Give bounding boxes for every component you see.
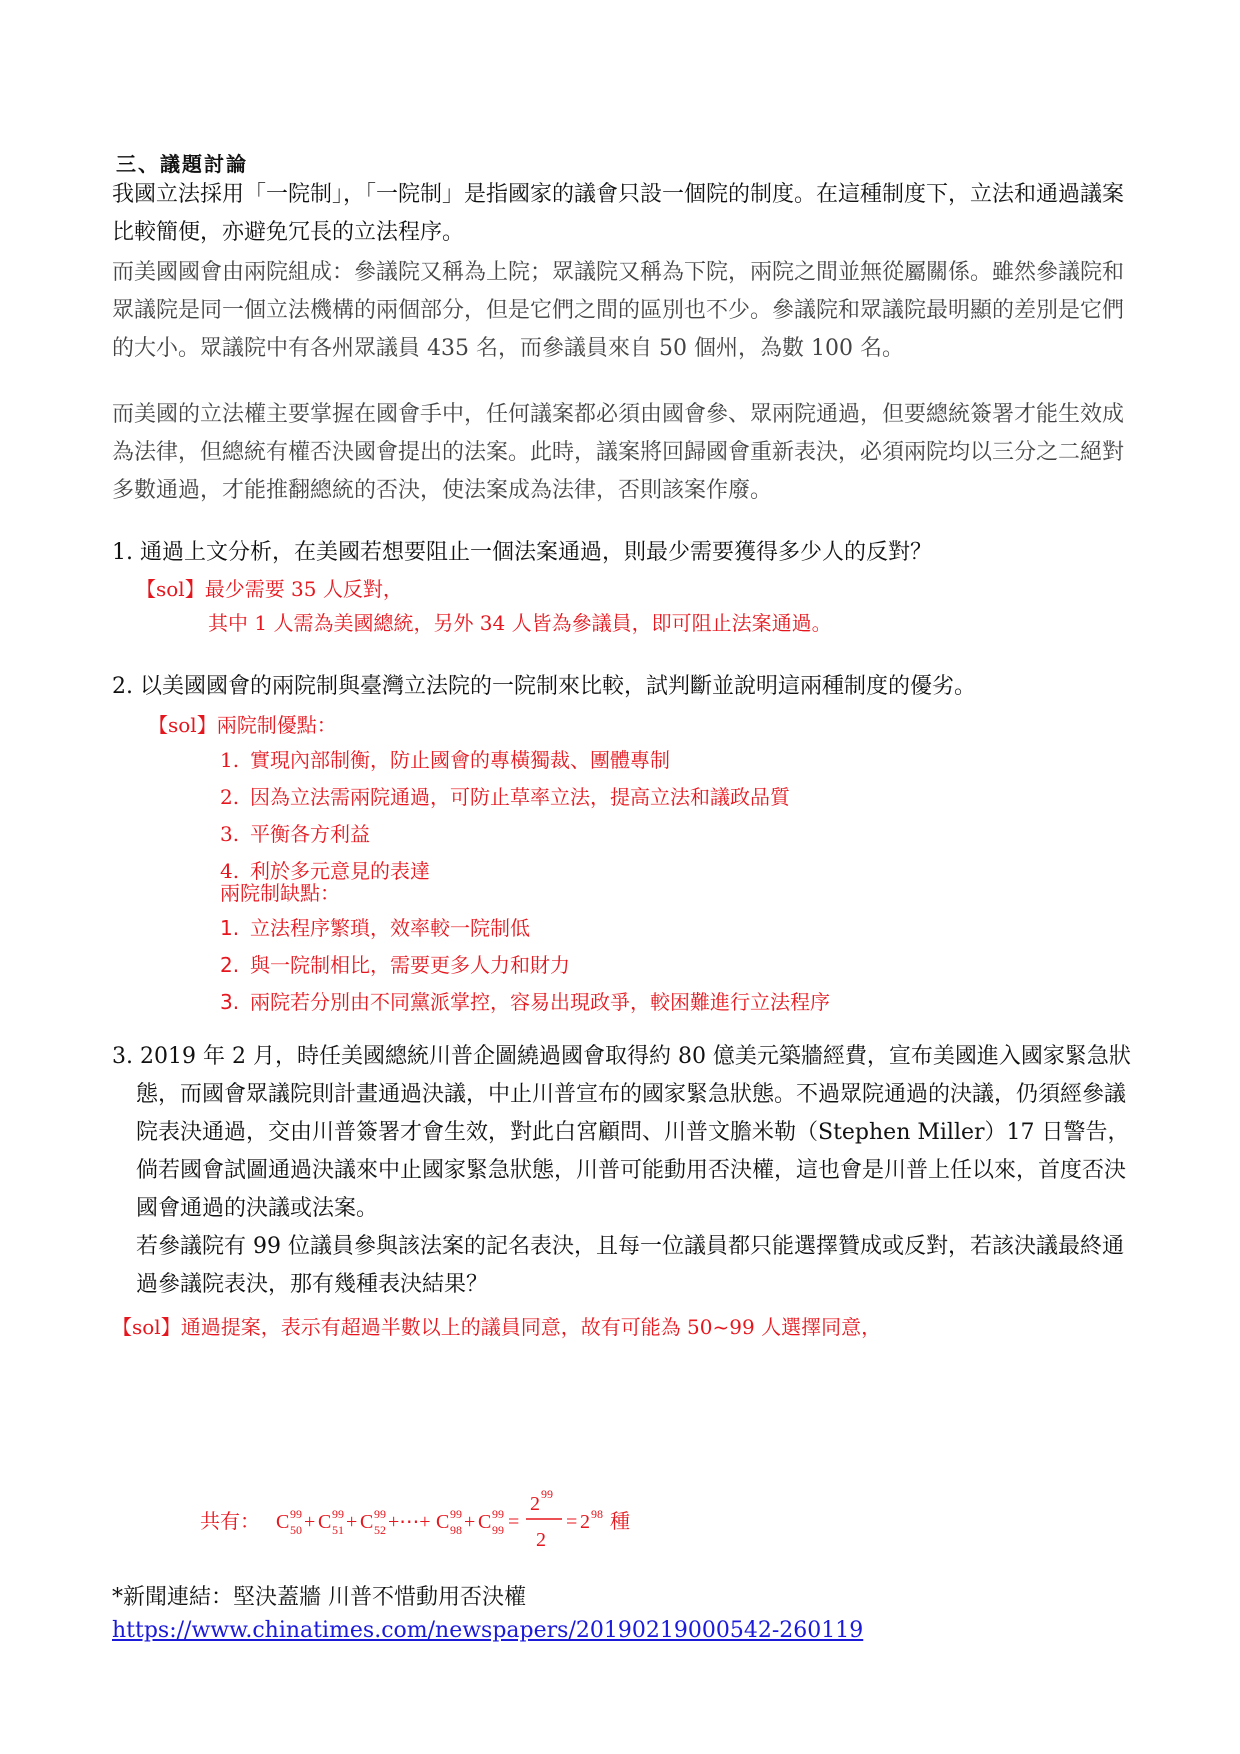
advantages-item [220,779,790,816]
advantages-item-text: 實現內部制衡，防止國會的專橫獨裁、團體專制 [250,748,670,772]
advantages-list [220,742,790,890]
disadvantages-item [220,984,830,1021]
sol-tag: 【sol】 [112,1315,181,1339]
question-1: 1. 通過上文分析，在美國若想要阻止一個法案通過，則最少需要獲得多少人的反對？ [112,540,932,565]
term-5-c: C [478,1511,492,1533]
advantages-item-number: 2. [220,785,240,809]
advantages-label: 兩院制優點： [216,713,337,737]
intro-paragraph-1: 我國立法採用「一院制」，「一院制」是指國家的議會只設一個院的制度。在這種制度下，立法和通過議案比較簡便，亦避免冗長的立法程序。 [112,182,1125,245]
section-heading: 三、議題討論 [116,152,248,176]
q3-solution-text: 通過提案，表示有超過半數以上的議員同意，故有可能為 50~99 人選擇同意， [180,1315,882,1339]
term-1-c: C [276,1511,290,1533]
advantages-item-text: 利於多元意見的表達 [250,859,430,883]
term-2-sub: 51 [332,1523,344,1537]
term-4-sup: 99 [450,1507,462,1521]
intro-paragraph-2: 而美國國會由兩院組成：參議院又稱為上院；眾議院又稱為下院，兩院之間並無從屬關係。雖然參議院和眾議院是同一個立法機構的兩個部分，但是它們之間的區別也不少。參議院和眾議院最明顯的差別是它們的大小。眾議院中有各州眾議員 435 名，而參議員來自 50 個州，為數 100 名。 [112,260,1125,361]
advantages-item-text: 平衡各方利益 [250,822,370,846]
advantages-item-number: 4. [220,859,240,883]
term-2-sup: 99 [332,1507,344,1521]
plus-1: + [304,1511,316,1533]
numerator-exp: 99 [541,1487,553,1501]
result-base: 2 [580,1511,590,1533]
term-5-sub: 99 [492,1523,504,1537]
sol-tag: 【sol】 [148,713,217,737]
disadvantages-label: 兩院制缺點： [220,881,340,905]
news-label: *新聞連結：堅決蓋牆 川普不惜動用否決權 [112,1585,526,1610]
disadvantages-item-text: 立法程序繁瑣，效率較一院制低 [250,916,530,940]
q3-solution-line-1 [112,1310,881,1344]
term-3-c: C [360,1511,374,1533]
question-3: 若參議院有 99 位議員參與該法案的記名表決，且每一位議員都只能選擇贊成或反對，若該決議最終通過參議院表決，那有幾種表決結果？ [136,1234,1124,1297]
term-3-sup: 99 [374,1507,386,1521]
numerator-base: 2 [530,1493,540,1515]
disadvantages-item-number: 1. [220,916,240,940]
disadvantages-item [220,910,830,947]
intro-paragraph-3: 而美國的立法權主要掌握在國會手中，任何議案都必須由國會參、眾兩院通過，但要總統簽署才能生效成為法律，但總統有權否決國會提出的法案。此時，議案將回歸國會重新表決，必須兩院均以三分之二絕對多數通過，才能推翻總統的否決，使法案成為法律，否則該案作廢。 [112,402,1125,503]
q1-solution-line-1 [136,572,403,606]
term-3-sub: 52 [374,1523,386,1537]
term-1-sup: 99 [290,1507,302,1521]
formula-prefix: 共有： [200,1511,260,1533]
term-1-sub: 50 [290,1523,302,1537]
result-exp: 98 [591,1507,603,1521]
combination-formula [200,1478,760,1558]
denominator: 2 [536,1529,546,1551]
sol-tag: 【sol】 [136,577,205,601]
formula-svg [200,1478,760,1558]
term-2-c: C [318,1511,332,1533]
equals-2: = [566,1511,578,1533]
advantages-item-number: 3. [220,822,240,846]
q1-solution-line-2: 其中 1 人需為美國總統，另外 34 人皆為參議員，即可阻止法案通過。 [208,611,832,635]
q1-solution-text: 最少需要 35 人反對， [204,577,403,601]
equals-1: = [508,1511,520,1533]
advantages-item-text: 因為立法需兩院通過，可防止草率立法，提高立法和議政品質 [250,785,790,809]
news-link[interactable]: https://www.chinatimes.com/newspapers/20190219000542-260119 [112,1618,864,1643]
plus-2: + [346,1511,358,1533]
q2-solution-header [148,708,337,742]
advantages-item [220,742,790,779]
ellipsis: +⋯+ [388,1511,431,1533]
disadvantages-item-text: 兩院若分別由不同黨派掌控，容易出現政爭，較困難進行立法程序 [250,990,830,1014]
term-5-sup: 99 [492,1507,504,1521]
disadvantages-item [220,947,830,984]
advantages-item [220,816,790,853]
term-4-sub: 98 [450,1523,462,1537]
disadvantages-item-text: 與一院制相比，需要更多人力和財力 [250,953,570,977]
question-3-context: 3. 2019 年 2 月，時任美國總統川普企圖繞過國會取得約 80 億美元築牆經費，宣布美國進入國家緊急狀態，而國會眾議院則計畫通過決議，中止川普宣布的國家緊急狀態。不過眾院通過的決議，仍須經參議院表決通過，交由川普簽署才會生效，對此白宮顧問、川普文膽米勒（Stephen Miller）17 日警告，倘若國會試圖通過決議來中止國家緊急狀態，川普可能動用否決權，這也會是川普上任以來，首度否決國會通過的決議或法案。 [112,1044,1131,1221]
disadvantages-item-number: 2. [220,953,240,977]
term-4-c: C [436,1511,450,1533]
plus-4: + [464,1511,476,1533]
disadvantages-list [220,910,830,1021]
formula-suffix: 種 [610,1511,630,1533]
question-2: 2. 以美國國會的兩院制與臺灣立法院的一院制來比較，試判斷並說明這兩種制度的優劣。 [112,674,976,699]
disadvantages-item-number: 3. [220,990,240,1014]
advantages-item-number: 1. [220,748,240,772]
